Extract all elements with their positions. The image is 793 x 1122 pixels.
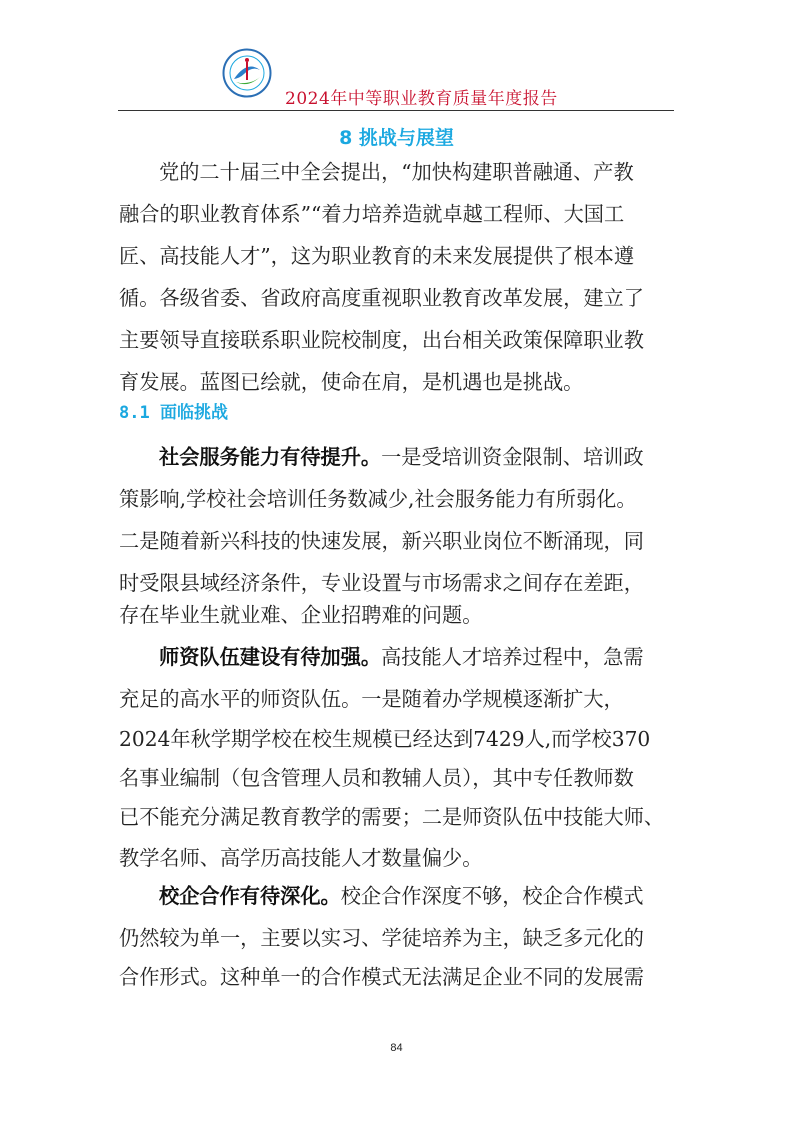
challenge-3-line-3: 合作形式。这种单一的合作模式无法满足企业不同的发展需 (119, 965, 644, 989)
challenge-2-first-line (159, 645, 719, 669)
challenge-2-line-4: 名事业编制（包含管理人员和教辅人员），其中专任教师数 (119, 766, 634, 790)
challenge-2-heading: 师资队伍建设有待加强。 (159, 645, 382, 669)
intro-line-2: 融合的职业教育体系”“着力培养造就卓越工程师、大国工 (119, 202, 625, 226)
challenge-1-first-line (159, 445, 719, 469)
challenge-2-text: 高技能人才培养过程中，急需 (381, 645, 644, 669)
challenge-2-line-2: 充足的高水平的师资队伍。一是随着办学规模逐渐扩大， (119, 687, 624, 711)
intro-line-1: 党的二十届三中全会提出，“加快构建职普融通、产教 (159, 160, 634, 184)
challenge-1-heading: 社会服务能力有待提升。 (159, 445, 382, 469)
chapter-title: 8 挑战与展望 (339, 127, 454, 149)
intro-line-6: 育发展。蓝图已绘就，使命在肩，是机遇也是挑战。 (119, 370, 584, 394)
challenge-3-heading: 校企合作有待深化。 (159, 884, 341, 908)
challenge-2-line-6: 教学名师、高学历高技能人才数量偏少。 (119, 846, 483, 870)
header-divider (118, 110, 674, 111)
intro-line-4: 循。各级省委、省政府高度重视职业教育改革发展，建立了 (119, 286, 644, 310)
intro-line-3: 匠、高技能人才”，这为职业教育的未来发展提供了根本遵 (119, 244, 635, 268)
challenge-3-line-2: 仍然较为单一，主要以实习、学徒培养为主，缺乏多元化的 (119, 926, 644, 950)
challenge-1-line-2: 策影响,学校社会培训任务数减少,社会服务能力有所弱化。 (119, 487, 637, 511)
challenge-2-line-5: 已不能充分满足教育教学的需要；二是师资队伍中技能大师、 (119, 805, 665, 829)
challenge-1-line-3: 二是随着新兴科技的快速发展，新兴职业岗位不断涌现，同 (119, 529, 644, 553)
challenge-2-line-3: 2024年秋学期学校在校生规模已经达到7429人,而学校370 (119, 727, 651, 751)
challenge-3-text: 校企合作深度不够，校企合作模式 (340, 884, 644, 908)
school-emblem-icon (222, 48, 272, 98)
challenge-1-line-4: 时受限县域经济条件，专业设置与市场需求之间存在差距， (119, 571, 644, 595)
page-number: 84 (390, 1042, 403, 1054)
intro-line-5: 主要领导直接联系职业院校制度，出台相关政策保障职业教 (119, 328, 644, 352)
challenge-3-first-line (159, 884, 719, 908)
challenge-1-line-5: 存在毕业生就业难、企业招聘难的问题。 (119, 603, 483, 627)
section-title: 8.1 面临挑战 (119, 403, 228, 423)
report-header-title: 2024年中等职业教育质量年度报告 (285, 89, 558, 109)
challenge-1-text: 一是受培训资金限制、培训政 (381, 445, 644, 469)
